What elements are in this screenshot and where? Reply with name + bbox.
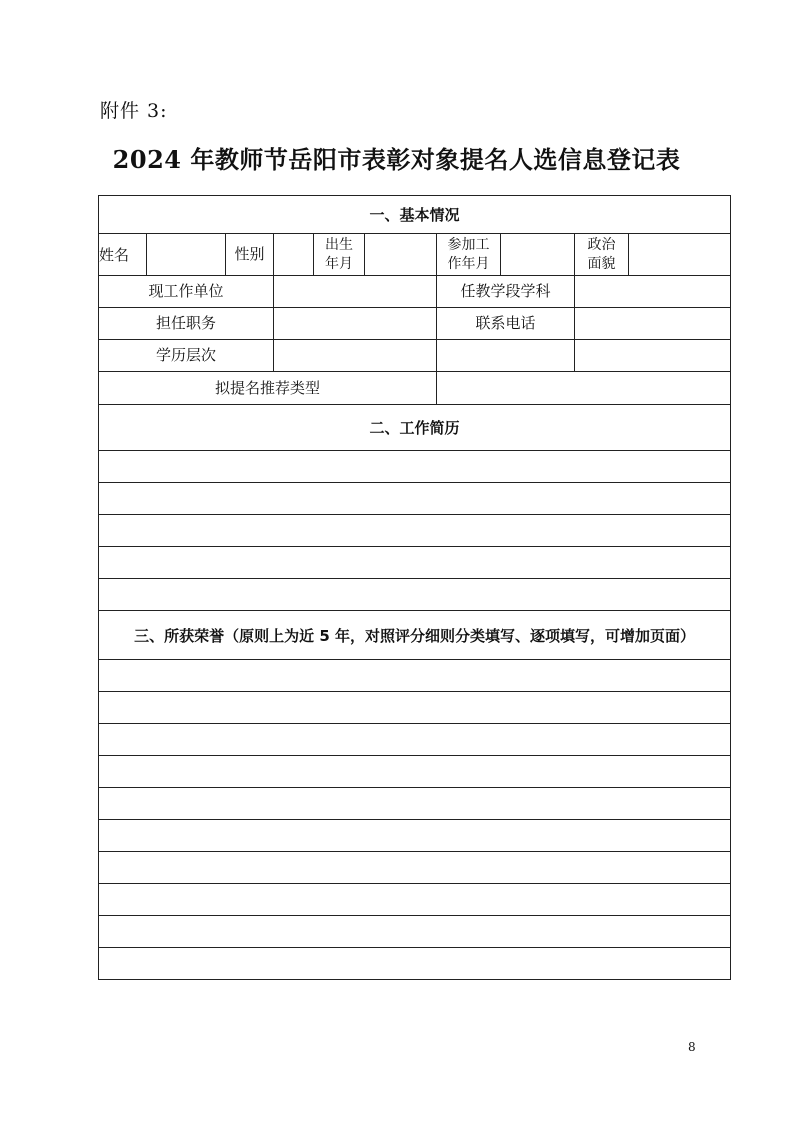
phone-label: 联系电话 bbox=[437, 308, 575, 340]
birth-date-label-line2: 年月 bbox=[325, 255, 353, 272]
work-start-date-value-cell[interactable] bbox=[501, 234, 575, 276]
work-history-entry-cell[interactable] bbox=[99, 451, 731, 483]
education-value-cell[interactable] bbox=[274, 340, 437, 372]
political-status-label-line2: 面貌 bbox=[587, 255, 616, 272]
recommend-type-value-cell[interactable] bbox=[437, 372, 731, 405]
table-row bbox=[99, 852, 731, 884]
form-title: 2024 年教师节岳阳市表彰对象提名人选信息登记表 bbox=[112, 145, 681, 174]
registration-form-table bbox=[98, 195, 731, 980]
table-row bbox=[99, 884, 731, 916]
birth-date-label bbox=[314, 234, 365, 276]
work-history-entry-cell[interactable] bbox=[99, 483, 731, 515]
teaching-subject-value-cell[interactable] bbox=[575, 276, 731, 308]
attachment-label: 附件 3: bbox=[100, 100, 168, 122]
table-row bbox=[99, 916, 731, 948]
work-history-entry-cell[interactable] bbox=[99, 515, 731, 547]
table-row bbox=[99, 948, 731, 980]
current-unit-value-cell[interactable] bbox=[274, 276, 437, 308]
table-row bbox=[99, 483, 731, 515]
honor-entry-cell[interactable] bbox=[99, 756, 731, 788]
position-value-cell[interactable] bbox=[274, 308, 437, 340]
work-start-date-label-line1: 参加工 bbox=[447, 236, 490, 253]
education-extra-cell[interactable] bbox=[437, 340, 575, 372]
education-extra-cell-2[interactable] bbox=[575, 340, 731, 372]
table-row bbox=[99, 340, 731, 372]
work-start-date-label-line2: 作年月 bbox=[447, 255, 490, 272]
political-status-label-line1: 政治 bbox=[587, 236, 616, 253]
section-basic-info: 一、基本情况 bbox=[99, 196, 731, 234]
honor-entry-cell[interactable] bbox=[99, 724, 731, 756]
table-row bbox=[99, 660, 731, 692]
honor-entry-cell[interactable] bbox=[99, 916, 731, 948]
name-value-cell[interactable] bbox=[147, 234, 226, 276]
birth-date-value-cell[interactable] bbox=[365, 234, 437, 276]
table-row bbox=[99, 515, 731, 547]
political-status-value-cell[interactable] bbox=[629, 234, 731, 276]
work-history-entry-cell[interactable] bbox=[99, 579, 731, 611]
birth-date-label-line1: 出生 bbox=[325, 236, 353, 253]
section-honors: 三、所获荣誉（原则上为近 5 年，对照评分细则分类填写、逐项填写，可增加页面） bbox=[99, 611, 731, 660]
honor-entry-cell[interactable] bbox=[99, 948, 731, 980]
table-row bbox=[99, 308, 731, 340]
current-unit-label: 现工作单位 bbox=[99, 276, 274, 308]
honor-entry-cell[interactable] bbox=[99, 852, 731, 884]
table-row bbox=[99, 692, 731, 724]
education-label: 学历层次 bbox=[99, 340, 274, 372]
recommend-type-label: 拟提名推荐类型 bbox=[99, 372, 437, 405]
honor-entry-cell[interactable] bbox=[99, 788, 731, 820]
page-number: 8 bbox=[688, 1040, 696, 1054]
honor-entry-cell[interactable] bbox=[99, 884, 731, 916]
name-label: 姓名 bbox=[99, 234, 147, 276]
work-start-date-label bbox=[437, 234, 501, 276]
table-row bbox=[99, 724, 731, 756]
political-status-label bbox=[575, 234, 629, 276]
honor-entry-cell[interactable] bbox=[99, 820, 731, 852]
table-row bbox=[99, 547, 731, 579]
table-row bbox=[99, 788, 731, 820]
section-work-history: 二、工作简历 bbox=[99, 405, 731, 451]
honor-entry-cell[interactable] bbox=[99, 692, 731, 724]
gender-label: 性别 bbox=[226, 234, 274, 276]
table-row bbox=[99, 756, 731, 788]
table-row bbox=[99, 451, 731, 483]
phone-value-cell[interactable] bbox=[575, 308, 731, 340]
gender-value-cell[interactable] bbox=[274, 234, 314, 276]
table-row bbox=[99, 276, 731, 308]
table-row bbox=[99, 372, 731, 405]
teaching-subject-label: 任教学段学科 bbox=[437, 276, 575, 308]
position-label: 担任职务 bbox=[99, 308, 274, 340]
table-row bbox=[99, 579, 731, 611]
work-history-entry-cell[interactable] bbox=[99, 547, 731, 579]
table-row bbox=[99, 234, 731, 276]
honor-entry-cell[interactable] bbox=[99, 660, 731, 692]
table-row bbox=[99, 820, 731, 852]
